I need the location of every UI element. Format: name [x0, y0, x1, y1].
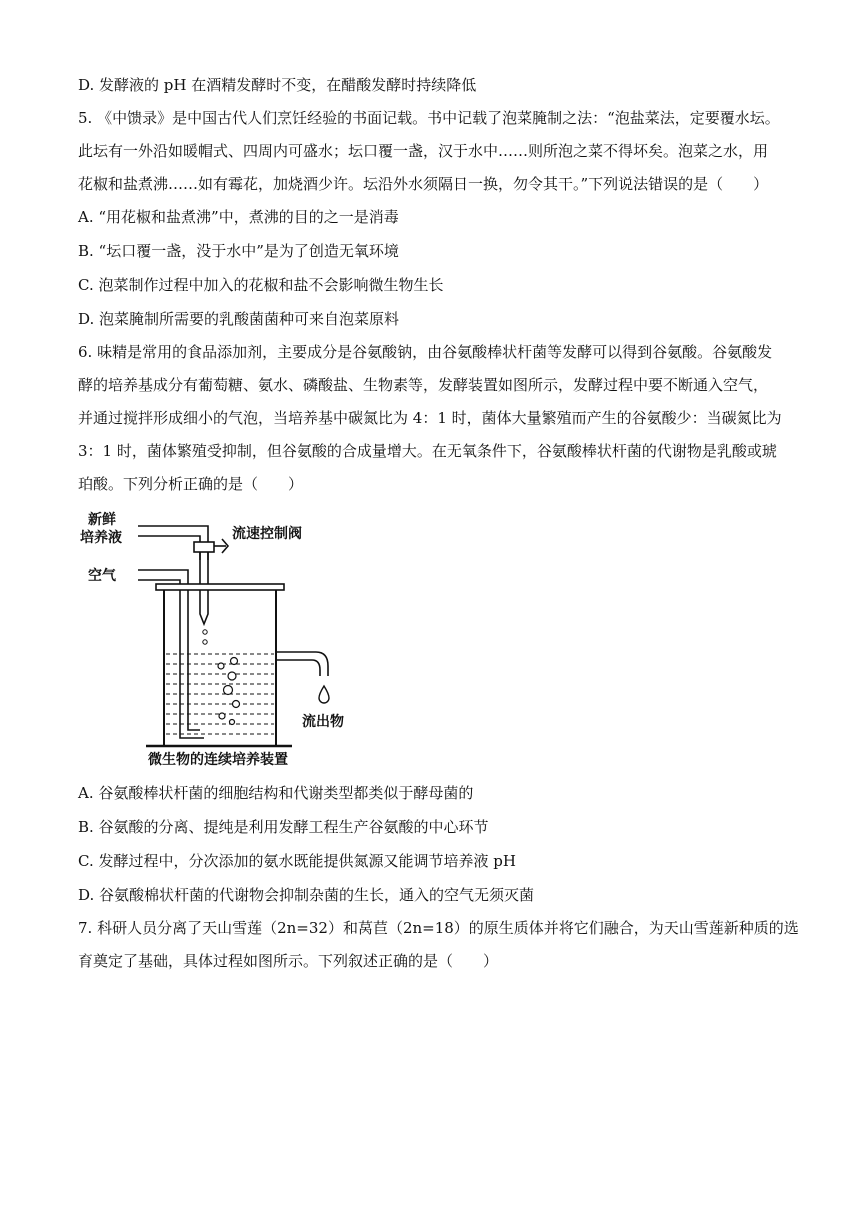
- question-7-line-1: 7. 科研人员分离了天山雪莲（2n=32）和莴苣（2n=18）的原生质体并将它们融合，为天山雪莲新种质的选: [78, 919, 799, 937]
- continuous-culture-diagram: [76, 508, 376, 770]
- label-valve: 流速控制阀: [232, 526, 302, 542]
- option-5a: A. “用花椒和盐煮沸”中，煮沸的目的之一是消毒: [78, 208, 399, 226]
- option-5c: C. 泡菜制作过程中加入的花椒和盐不会影响微生物生长: [78, 276, 444, 294]
- option-6d: D. 谷氨酸棉状杆菌的代谢物会抑制杂菌的生长，通入的空气无须灭菌: [78, 886, 535, 904]
- question-6-line-2: 酵的培养基成分有葡萄糖、氨水、磷酸盐、生物素等，发酵装置如图所示，发酵过程中要不断通入空气，: [78, 376, 769, 394]
- outflow-drop: [319, 686, 329, 703]
- question-5-line-1: 5. 《中馈录》是中国古代人们烹饪经验的书面记载。书中记载了泡菜腌制之法：“泡盐菜法，定要覆水坛。: [78, 109, 780, 127]
- label-air: 空气: [88, 568, 116, 584]
- option-6c: C. 发酵过程中，分次添加的氨水既能提供氮源又能调节培养液 pH: [78, 852, 516, 870]
- option-5d: D. 泡菜腌制所需要的乳酸菌菌种可来自泡菜原料: [78, 310, 400, 328]
- option-6a: A. 谷氨酸棒状杆菌的细胞结构和代谢类型都类似于酵母菌的: [78, 784, 474, 802]
- question-5-line-2: 此坛有一外沿如暖帽式、四周内可盛水；坛口覆一盏，汉于水中……则所泡之菜不得坏矣。泡菜之水，用: [78, 142, 769, 160]
- vessel-lid: [156, 584, 284, 590]
- question-6-line-4: 3：1 时，菌体繁殖受抑制，但谷氨酸的合成量增大。在无氧条件下，谷氨酸棒状杆菌的代谢物是乳酸或琥: [78, 442, 777, 460]
- question-7-line-2: 育奠定了基础，具体过程如图所示。下列叙述正确的是（ ）: [78, 952, 499, 970]
- valve-body: [194, 542, 214, 552]
- option-4d: D. 发酵液的 pH 在酒精发酵时不变，在醋酸发酵时持续降低: [78, 76, 477, 94]
- question-6-line-3: 并通过搅拌形成细小的气泡，当培养基中碳氮比为 4：1 时，菌体大量繁殖而产生的谷氨酸少：当碳氮比为: [78, 409, 782, 427]
- label-fresh-2: 培养液: [80, 530, 122, 546]
- label-fresh-1: 新鲜: [88, 512, 116, 528]
- label-outflow: 流出物: [302, 714, 344, 730]
- question-6-line-1: 6. 味精是常用的食品添加剂，主要成分是谷氨酸钠，由谷氨酸棒状杆菌等发酵可以得到谷氨酸。谷氨酸发: [78, 343, 773, 361]
- option-6b: B. 谷氨酸的分离、提纯是利用发酵工程生产谷氨酸的中心环节: [78, 818, 489, 836]
- diagram-caption: 微生物的连续培养装置: [148, 752, 288, 768]
- option-5b: B. “坛口覆一盏，没于水中”是为了创造无氧环境: [78, 242, 399, 260]
- question-6-line-5: 珀酸。下列分析正确的是（ ）: [78, 475, 304, 493]
- question-5-line-3: 花椒和盐煮沸……如有霉花，加烧酒少许。坛沿外水须隔日一换，勿令其干。”下列说法错误的是（ ）: [78, 175, 769, 193]
